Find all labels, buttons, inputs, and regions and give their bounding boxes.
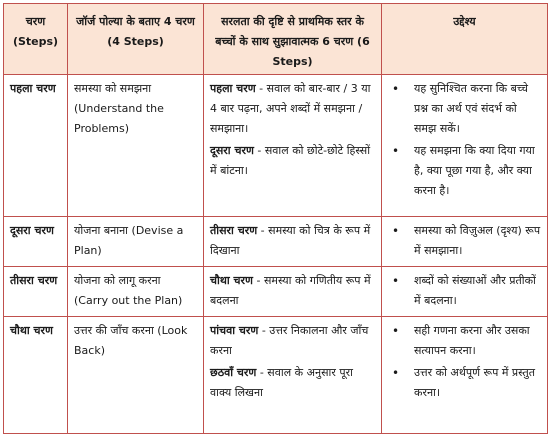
header-steps: चरण (Steps)	[4, 4, 68, 75]
step-label: दूसरा चरण	[10, 224, 54, 237]
six-step-text: - सवाल को बार-बार / 3 या 4 बार पढ़ना, अपने शब्दों में समझना / समझाना।	[210, 82, 371, 135]
polya-cell	[68, 317, 204, 434]
polya-text: योजना को लागू करना (Carry out the Plan)	[74, 274, 183, 307]
six-step-lead: पांचवा चरण	[210, 324, 259, 337]
step-cell	[4, 267, 68, 317]
objective-item: • यह सुनिश्चित करना कि बच्चे प्रश्न का अर्थ एवं संदर्भ को समझ सकें।	[388, 79, 541, 139]
header-polya-steps: जॉर्ज पोल्या के बताए 4 चरण (4 Steps)	[68, 4, 204, 75]
objective-list	[388, 271, 541, 311]
objective-item: • यह समझना कि क्या दिया गया है, क्या पूछा गया है, और क्या करना है।	[388, 141, 541, 201]
polya-cell	[68, 217, 204, 267]
six-step-lead: दूसरा चरण	[210, 144, 254, 157]
six-steps-cell	[204, 217, 382, 267]
objective-item: • उत्तर को अर्थपूर्ण रूप में प्रस्तुत करना।	[388, 363, 541, 403]
objective-list	[388, 221, 541, 261]
table-row	[4, 317, 548, 434]
six-step-text: - सवाल को छोटे-छोटे हिस्सों में बांटना।	[210, 144, 371, 177]
six-step-block	[210, 271, 375, 311]
six-steps-cell	[204, 317, 382, 434]
objective-cell	[382, 75, 548, 217]
polya-cell	[68, 267, 204, 317]
objective-item: • सही गणना करना और उसका सत्यापन करना।	[388, 321, 541, 361]
six-step-block	[210, 221, 375, 261]
objective-list	[388, 321, 541, 403]
six-step-block	[210, 141, 375, 181]
six-step-lead: तीसरा चरण	[210, 224, 258, 237]
step-cell	[4, 217, 68, 267]
step-label: चौथा चरण	[10, 324, 53, 337]
six-step-block	[210, 321, 375, 361]
six-steps-cell	[204, 267, 382, 317]
header-objective: उद्देश्य	[382, 4, 548, 75]
table-row	[4, 267, 548, 317]
step-label: तीसरा चरण	[10, 274, 58, 287]
table-row	[4, 217, 548, 267]
six-step-block	[210, 79, 375, 139]
polya-cell	[68, 75, 204, 217]
six-steps-cell	[204, 75, 382, 217]
six-step-lead: पहला चरण	[210, 82, 256, 95]
objective-cell	[382, 217, 548, 267]
objective-cell	[382, 317, 548, 434]
header-row	[4, 4, 548, 75]
six-step-block	[210, 363, 375, 403]
objective-item: • समस्या को विज़ुअल (दृश्य) रूप में समझाना।	[388, 221, 541, 261]
six-step-text: - समस्या को गणितीय रूप में बदलना	[210, 274, 371, 307]
steps-table	[3, 3, 548, 434]
objective-list	[388, 79, 541, 201]
six-step-text: - सवाल के अनुसार पूरा वाक्य लिखना	[210, 366, 353, 399]
objective-item: • शब्दों को संख्याओं और प्रतीकों में बदलना।	[388, 271, 541, 311]
six-step-lead: चौथा चरण	[210, 274, 253, 287]
table-row	[4, 75, 548, 217]
step-cell	[4, 75, 68, 217]
polya-text: उत्तर की जाँच करना (Look Back)	[74, 324, 188, 357]
six-step-text: - समस्या को चित्र के रूप में दिखाना	[210, 224, 371, 257]
step-cell	[4, 317, 68, 434]
six-step-lead: छठवाँ चरण	[210, 366, 257, 379]
step-label: पहला चरण	[10, 82, 56, 95]
polya-text: योजना बनाना (Devise a Plan)	[74, 224, 184, 257]
six-step-text: - उत्तर निकालना और जाँच करना	[210, 324, 369, 357]
objective-cell	[382, 267, 548, 317]
header-six-steps: सरलता की दृष्टि से प्राथमिक स्तर के बच्चों के साथ सुझावात्मक 6 चरण (6 Steps)	[204, 4, 382, 75]
polya-text: समस्या को समझना (Understand the Problems)	[74, 82, 164, 135]
